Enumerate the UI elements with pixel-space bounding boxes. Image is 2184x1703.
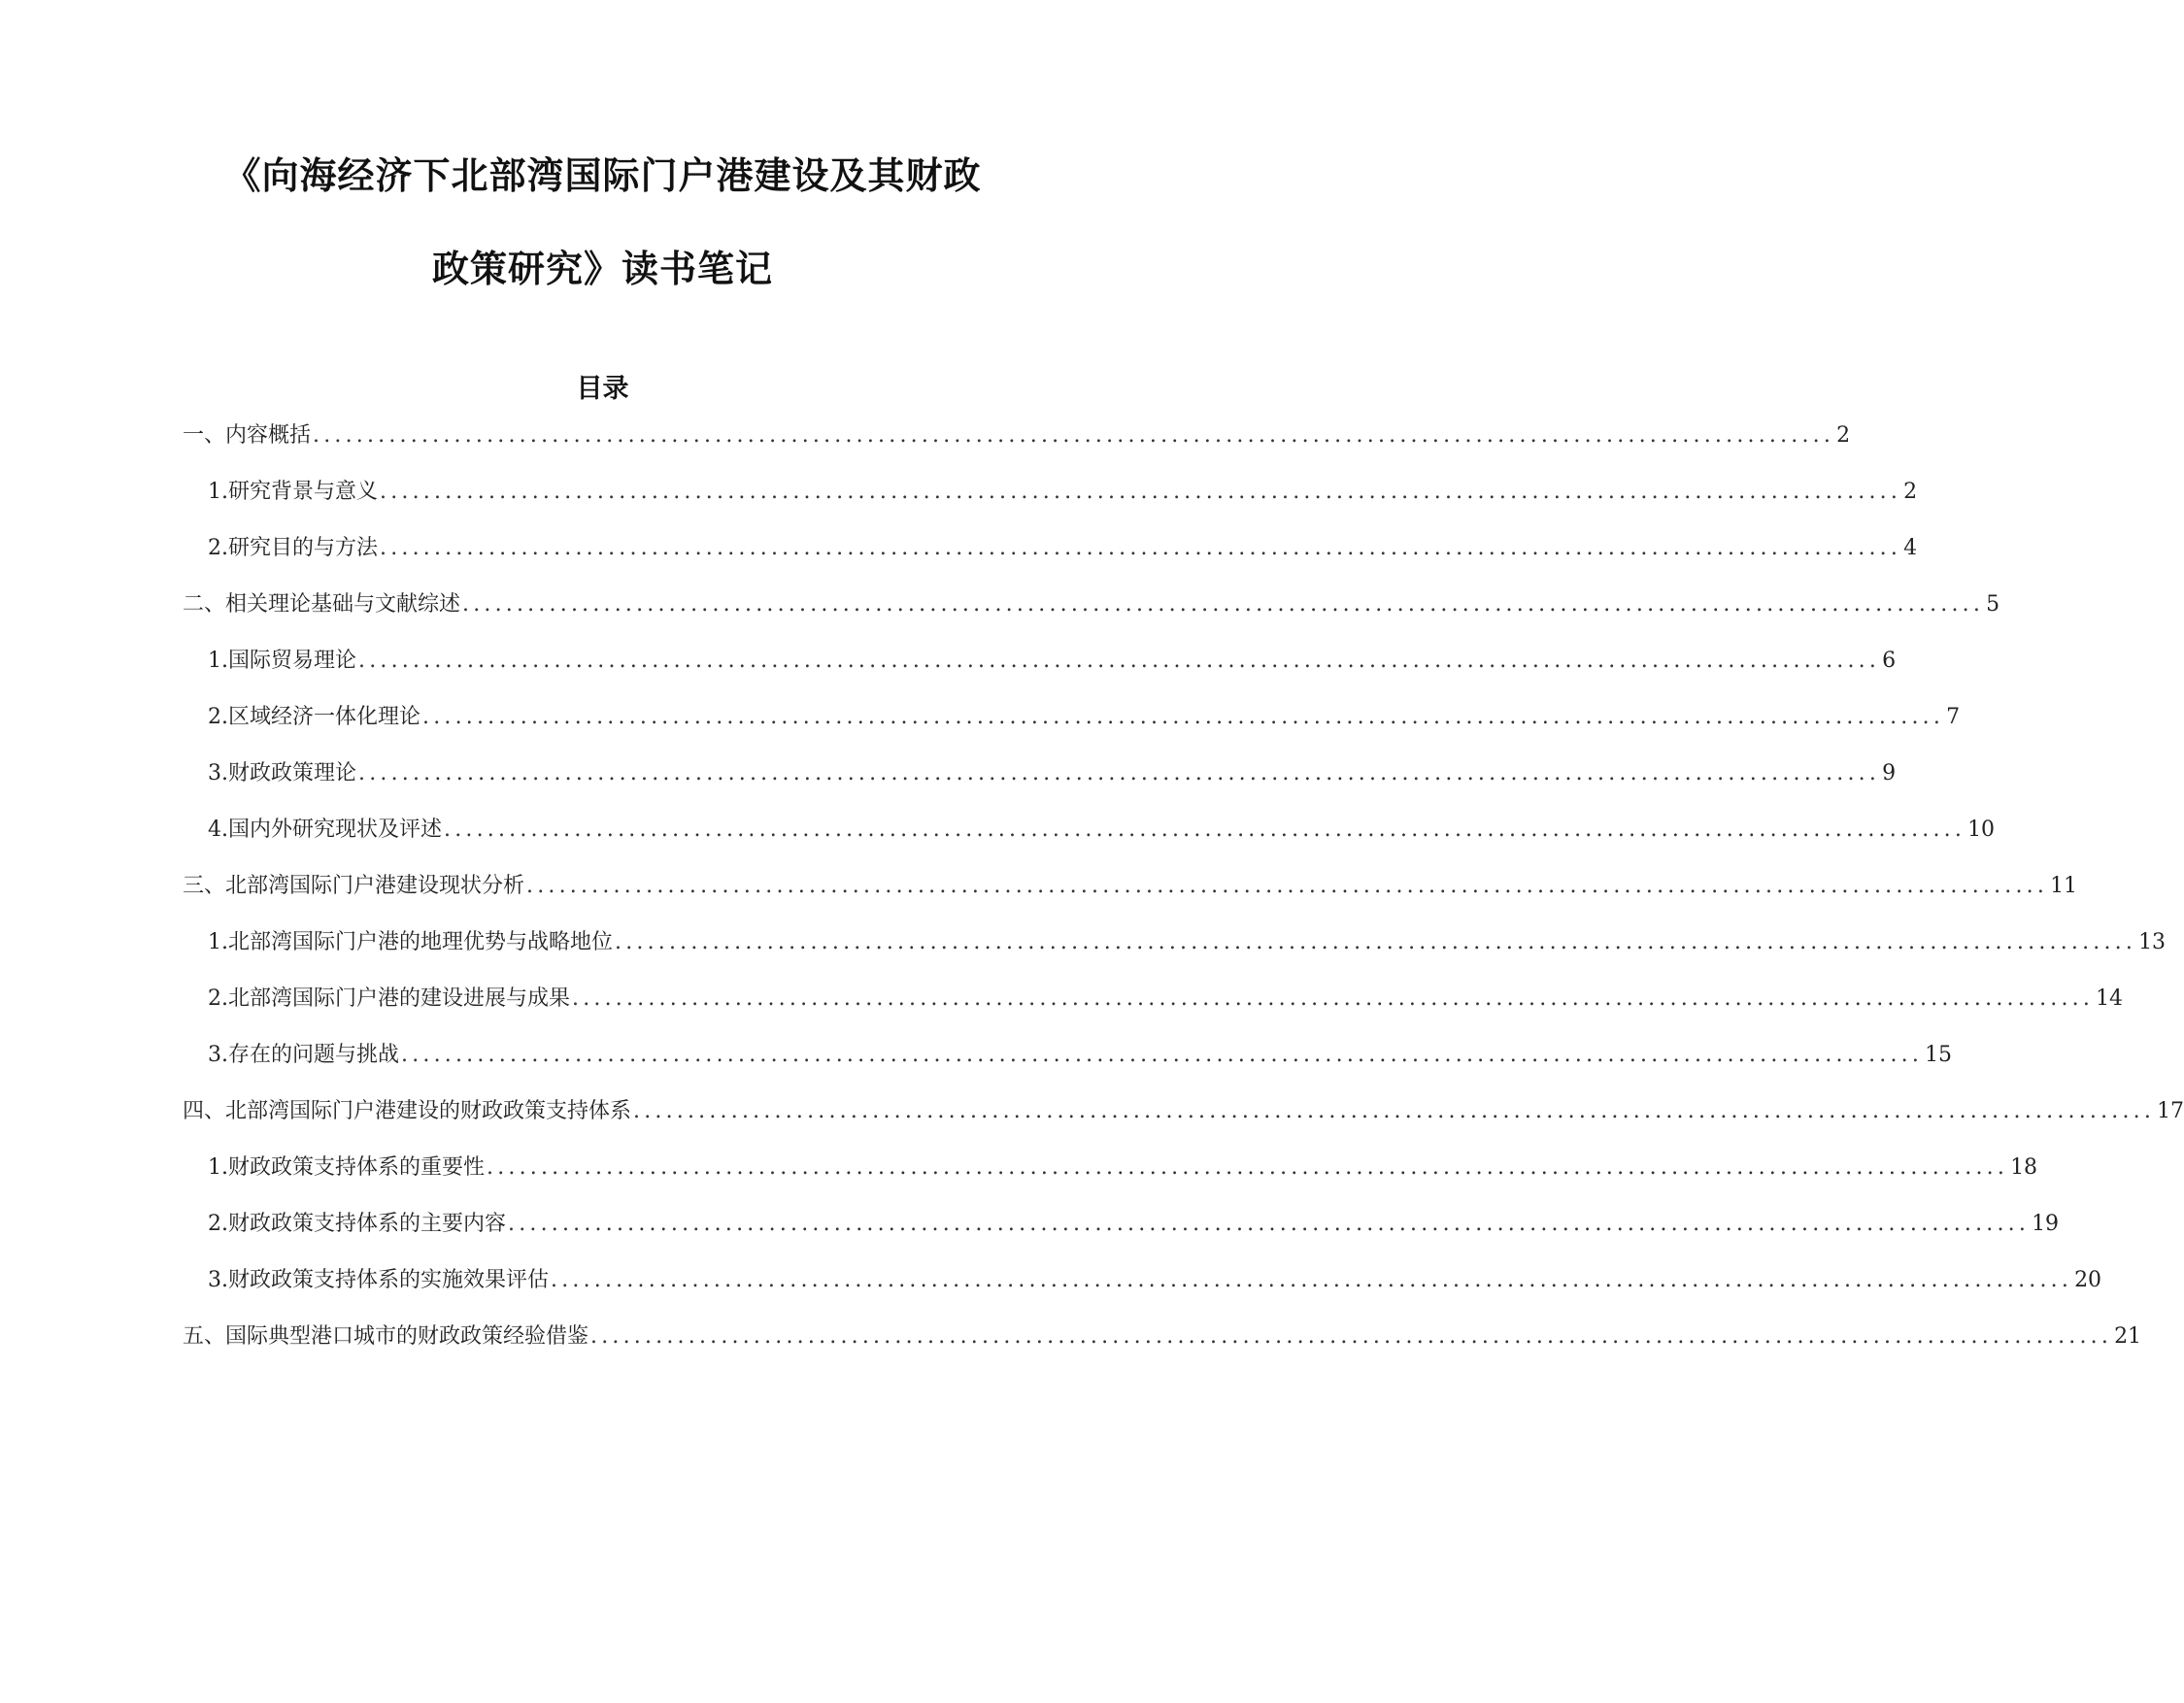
toc-dot-leader: ............................................................................................................................................ [401,1043,1924,1067]
toc-entry-label: 研究背景与意义 [228,480,379,504]
toc-entry-label: 财政政策支持体系的实施效果评估 [228,1268,550,1292]
toc-entry[interactable] [208,703,1961,732]
toc-heading: 目录 [576,374,629,404]
toc-dot-leader: ............................................................................................................................................ [551,1268,2073,1292]
toc-entry-label: 国际贸易理论 [228,649,357,673]
toc-entry-page-number: 6 [1882,649,1897,673]
toc-entry[interactable] [208,759,1897,788]
toc-dot-leader: ............................................................................................................................................ [358,649,1881,673]
toc-entry[interactable] [208,985,2124,1014]
toc-entry[interactable] [208,816,1996,845]
toc-entry-page-number: 11 [2050,874,2078,898]
toc-entry-page-number: 5 [1986,592,2000,617]
toc-entry-label: 五、国际典型港口城市的财政政策经验借鉴 [183,1324,589,1349]
toc-entry-number: 1. [208,480,228,504]
toc-entry-number: 2. [208,1212,228,1236]
toc-entry[interactable] [183,1322,2142,1352]
toc-entry-label: 二、相关理论基础与文献综述 [183,592,461,617]
toc-entry-page-number: 9 [1882,761,1897,785]
toc-entry-label: 国内外研究现状及评述 [228,818,443,842]
toc-dot-leader: ............................................................................................................................................ [358,761,1881,785]
toc-entry[interactable] [208,478,1918,507]
toc-entry-page-number: 13 [2138,930,2167,954]
document-title-line-2: 政策研究》读书笔记 [431,248,773,290]
toc-entry-label: 北部湾国际门户港的建设进展与成果 [228,986,571,1011]
toc-entry-number: 3. [208,1043,228,1067]
document-title-line-1: 《向海经济下北部湾国际门户港建设及其财政 [223,154,982,197]
toc-entry[interactable] [208,647,1897,676]
toc-dot-leader: ............................................................................................................................................ [462,592,1985,617]
toc-entry-label: 存在的问题与挑战 [228,1043,400,1067]
toc-entry-label: 财政政策支持体系的主要内容 [228,1212,507,1236]
toc-entry-page-number: 18 [2010,1155,2038,1180]
toc-entry-page-number: 19 [2032,1212,2060,1236]
toc-entry-page-number: 20 [2074,1268,2102,1292]
toc-dot-leader: ............................................................................................................................................ [526,874,2049,898]
toc-dot-leader: ............................................................................................................................................ [615,930,2137,954]
toc-entry[interactable] [208,1266,2102,1295]
toc-dot-leader: ............................................................................................................................................ [313,423,1835,448]
toc-dot-leader: ............................................................................................................................................ [508,1212,2031,1236]
toc-entry-number: 1. [208,1155,228,1180]
toc-dot-leader: ............................................................................................................................................ [572,986,2095,1011]
toc-entry-page-number: 14 [2096,986,2124,1011]
toc-entry[interactable] [208,1210,2060,1239]
toc-entry-page-number: 2 [1903,480,1918,504]
toc-dot-leader: ............................................................................................................................................ [380,536,1902,560]
toc-dot-leader: ............................................................................................................................................ [380,480,1902,504]
toc-entry-page-number: 10 [1967,818,1996,842]
toc-entry[interactable] [183,590,2000,619]
toc-dot-leader: ............................................................................................................................................ [633,1099,2156,1123]
toc-dot-leader: ............................................................................................................................................ [487,1155,2009,1180]
toc-dot-leader: ............................................................................................................................................ [444,818,1966,842]
toc-entry-number: 3. [208,761,228,785]
toc-entry[interactable] [208,534,1918,563]
toc-entry-number: 1. [208,930,228,954]
toc-entry[interactable] [183,421,1851,451]
toc-entry[interactable] [208,928,2167,957]
toc-dot-leader: ............................................................................................................................................ [590,1324,2113,1349]
toc-entry[interactable] [208,1153,2038,1183]
toc-entry-page-number: 17 [2157,1099,2184,1123]
toc-entry-page-number: 21 [2114,1324,2142,1349]
toc-entry-label: 财政政策理论 [228,761,357,785]
toc-entry-label: 北部湾国际门户港的地理优势与战略地位 [228,930,614,954]
toc-dot-leader: ............................................................................................................................................ [422,705,1945,729]
toc-entry-number: 2. [208,705,228,729]
toc-entry-number: 2. [208,986,228,1011]
toc-entry-page-number: 4 [1903,536,1918,560]
toc-entry-page-number: 7 [1946,705,1961,729]
toc-entry[interactable] [183,872,2078,901]
toc-entry-label: 区域经济一体化理论 [228,705,421,729]
toc-entry-page-number: 2 [1836,423,1851,448]
toc-entry[interactable] [183,1097,2184,1126]
toc-entry-label: 四、北部湾国际门户港建设的财政政策支持体系 [183,1099,632,1123]
toc-entry-label: 一、内容概括 [183,423,312,448]
toc-entry-label: 研究目的与方法 [228,536,379,560]
toc-entry-number: 2. [208,536,228,560]
toc-entry-label: 三、北部湾国际门户港建设现状分析 [183,874,525,898]
toc-entry-label: 财政政策支持体系的重要性 [228,1155,486,1180]
toc-entry-number: 1. [208,649,228,673]
toc-entry-page-number: 15 [1925,1043,1953,1067]
toc-entry[interactable] [208,1041,1953,1070]
toc-entry-number: 3. [208,1268,228,1292]
toc-entry-number: 4. [208,818,228,842]
